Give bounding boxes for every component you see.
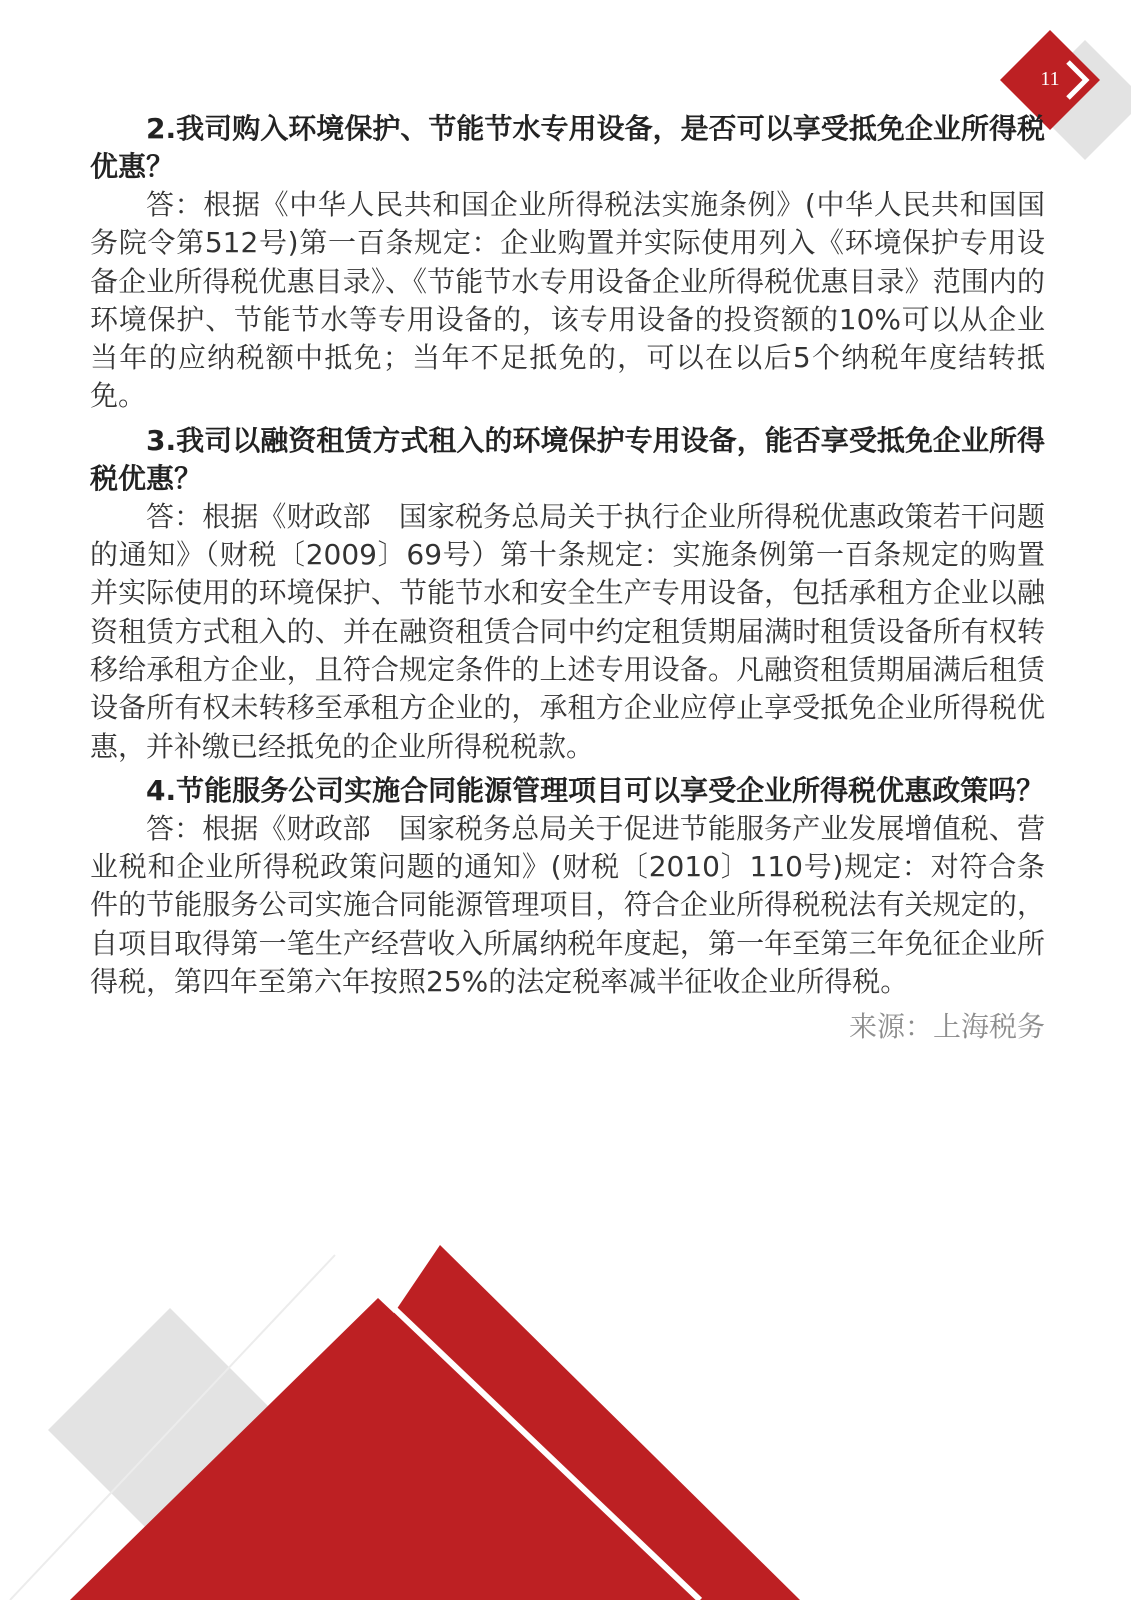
answer-4: 答：根据《财政部 国家税务总局关于促进节能服务产业发展增值税、营业税和企业所得税政策问题的通知》(财税〔2010〕110号)规定：对符合条件的节能服务公司实施合同能源管理项目，符合企业所得税税法有关规定的，自项目取得第一笔生产经营收入所属纳税年度起，第一年至第三年免征企业所得税，第四年至第六年按照25%的法定税率减半征收企业所得税。 (90, 811, 1045, 999)
source-credit: 来源：上海税务 (848, 1010, 1045, 1044)
answer-2: 答：根据《中华人民共和国企业所得税法实施条例》(中华人民共和国国务院令第512号)第一百条规定：企业购置并实际使用列入《环境保护专用设备企业所得税优惠目录》、《节能节水专用设备企业所得税优惠目录》范围内的环境保护、节能节水等专用设备的，该专用设备的投资额的10%可以从企业当年的应纳税额中抵免；当年不足抵免的，可以在以后5个纳税年度结转抵免。 (90, 188, 1045, 413)
question-2: 2.我司购入环境保护、节能节水专用设备，是否可以享受抵免企业所得税优惠？ (90, 112, 1045, 183)
answer-3: 答：根据《财政部 国家税务总局关于执行企业所得税优惠政策若干问题的通知》（财税〔2009〕69号）第十条规定：实施条例第一百条规定的购置并实际使用的环境保护、节能节水和安全生产专用设备，包括承租方企业以融资租赁方式租入的、并在融资租赁合同中约定租赁期届满时租赁设备所有权转移给承租方企业，且符合规定条件的上述专用设备。凡融资租赁期届满后租赁设备所有权未转移至承租方企业的，承租方企业应停止享受抵免企业所得税优惠，并补缴已经抵免的企业所得税税款。 (90, 499, 1045, 763)
qa-content (90, 110, 1045, 1047)
question-3: 3.我司以融资租赁方式租入的环境保护专用设备，能否享受抵免企业所得税优惠？ (90, 423, 1045, 495)
page-number: 11 (1040, 68, 1060, 90)
question-4: 4.节能服务公司实施合同能源管理项目可以享受企业所得税优惠政策吗？ (146, 773, 1045, 807)
